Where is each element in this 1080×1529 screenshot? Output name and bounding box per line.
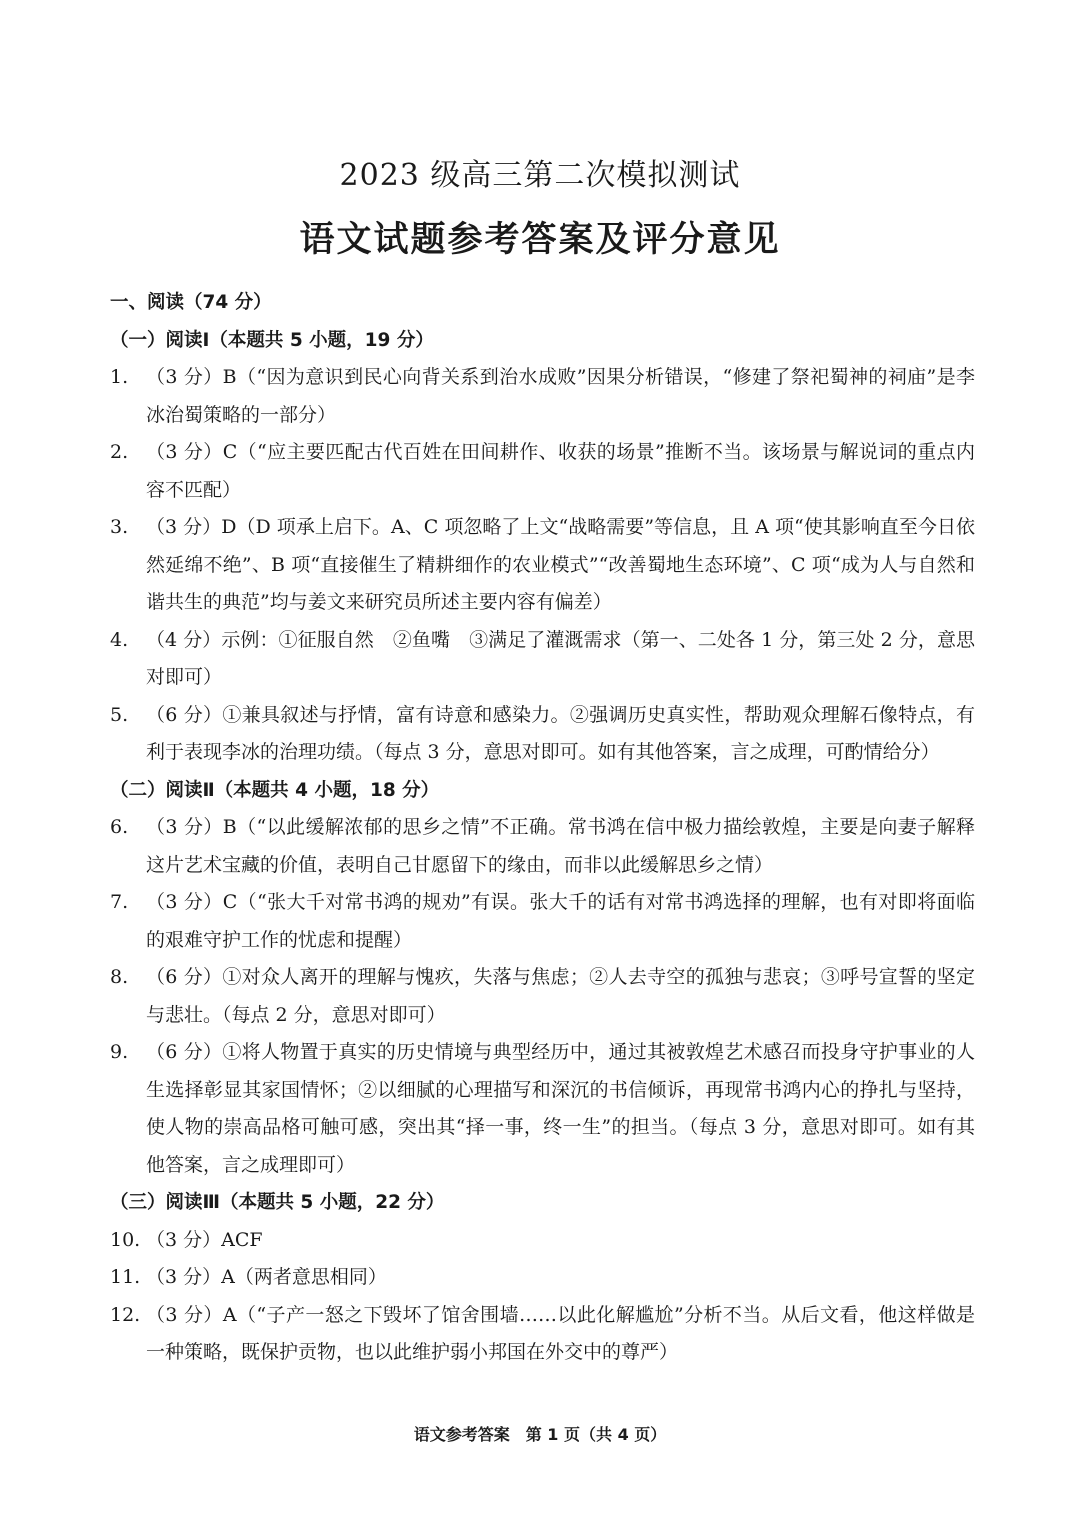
answer-text: （6 分）①兼具叙述与抒情，富有诗意和感染力。②强调历史真实性，帮助观众理解石像特点，有利于表现李冰的治理功绩。（每点 3 分，意思对即可。如有其他答案，言之成理，可酌情给分） bbox=[146, 703, 975, 763]
answer-item bbox=[110, 1222, 975, 1260]
answer-text: （3 分）C（“张大千对常书鸿的规劝”有误。张大千的话有对常书鸿选择的理解，也有对即将面临的艰难守护工作的忧虑和提醒） bbox=[146, 891, 975, 951]
section-heading-reading1: （一）阅读Ⅰ（本题共 5 小题，19 分） bbox=[110, 329, 434, 351]
answer-item bbox=[110, 1034, 975, 1184]
answer-text: （3 分）B（“因为意识到民心向背关系到治水成败”因果分析错误，“修建了祭祀蜀神的祠庙”是李冰治蜀策略的一部分） bbox=[146, 366, 975, 426]
answer-item bbox=[110, 434, 975, 509]
answer-text: （6 分）①将人物置于真实的历史情境与典型经历中，通过其被敦煌艺术感召而投身守护事业的人生选择彰显其家国情怀；②以细腻的心理描写和深沉的书信倾诉，再现常书鸿内心的挣扎与坚持，使人物的崇高品格可触可感，突出其“择一事，终一生”的担当。（每点 3 分，意思对即可。如有其他答案，言之成理即可） bbox=[146, 1041, 975, 1176]
section-heading-part1: 一、阅读（74 分） bbox=[110, 292, 272, 313]
answer-text: （3 分）C（“应主要匹配古代百姓在田间耕作、收获的场景”推断不当。该场景与解说词的重点内容不匹配） bbox=[146, 441, 975, 501]
answer-number: 6. bbox=[110, 816, 129, 838]
answer-text: （3 分）A（“子产一怒之下毁坏了馆舍围墙……以此化解尴尬”分析不当。从后文看，他这样做是一种策略，既保护贡物，也以此维护弱小邦国在外交中的尊严） bbox=[146, 1303, 975, 1363]
answer-text: （6 分）①对众人离开的理解与愧疚，失落与焦虑；②人去寺空的孤独与悲哀；③呼号宣誓的坚定与悲壮。（每点 2 分，意思对即可） bbox=[146, 966, 975, 1026]
answer-text: （3 分）B（“以此缓解浓郁的思乡之情”不正确。常书鸿在信中极力描绘敦煌，主要是向妻子解释这片艺术宝藏的价值，表明自己甘愿留下的缘由，而非以此缓解思乡之情） bbox=[146, 816, 975, 876]
answer-text: （3 分）ACF bbox=[146, 1228, 263, 1251]
answer-number: 12. bbox=[110, 1303, 141, 1326]
answer-text: （4 分）示例：①征服自然 ②鱼嘴 ③满足了灌溉需求（第一、二处各 1 分，第三处 2 分，意思对即可） bbox=[146, 628, 975, 688]
page-footer: 语文参考答案 第 1 页（共 4 页） bbox=[413, 1425, 667, 1444]
exam-title: 2023 级高三第二次模拟测试 bbox=[339, 158, 741, 193]
document-title: 语文试题参考答案及评分意见 bbox=[299, 220, 781, 260]
answer-item bbox=[110, 622, 975, 697]
answer-item bbox=[110, 1297, 975, 1372]
answer-text: （3 分）A（两者意思相同） bbox=[146, 1266, 387, 1288]
answer-item bbox=[110, 809, 975, 884]
section-heading-reading3: （三）阅读Ⅲ（本题共 5 小题，22 分） bbox=[110, 1192, 445, 1213]
answer-item bbox=[110, 697, 975, 772]
answer-number: 2. bbox=[110, 441, 129, 463]
section-heading-reading2: （二）阅读Ⅱ（本题共 4 小题，18 分） bbox=[110, 779, 440, 801]
answer-number: 3. bbox=[110, 516, 129, 538]
answer-item bbox=[110, 1259, 975, 1297]
answer-item bbox=[110, 884, 975, 959]
answer-item bbox=[110, 959, 975, 1034]
answer-number: 8. bbox=[110, 966, 129, 988]
answer-number: 1. bbox=[110, 366, 129, 388]
answer-number: 7. bbox=[110, 891, 129, 913]
answer-item bbox=[110, 509, 975, 622]
answer-text: （3 分）D（D 项承上启下。A、C 项忽略了上文“战略需要”等信息，且 A 项“使其影响直至今日依然延绵不绝”、B 项“直接催生了精耕细作的农业模式”“改善蜀地生态环境”、C 项“成为人与自然和谐共生的典范”均与姜文来研究员所述主要内容有偏差） bbox=[146, 516, 975, 613]
answer-number: 11. bbox=[110, 1266, 141, 1288]
answer-number: 4. bbox=[110, 628, 129, 651]
answer-number: 9. bbox=[110, 1041, 129, 1063]
answer-number: 10. bbox=[110, 1228, 141, 1251]
answer-content bbox=[110, 284, 975, 1372]
answer-number: 5. bbox=[110, 703, 129, 726]
answer-item bbox=[110, 359, 975, 434]
